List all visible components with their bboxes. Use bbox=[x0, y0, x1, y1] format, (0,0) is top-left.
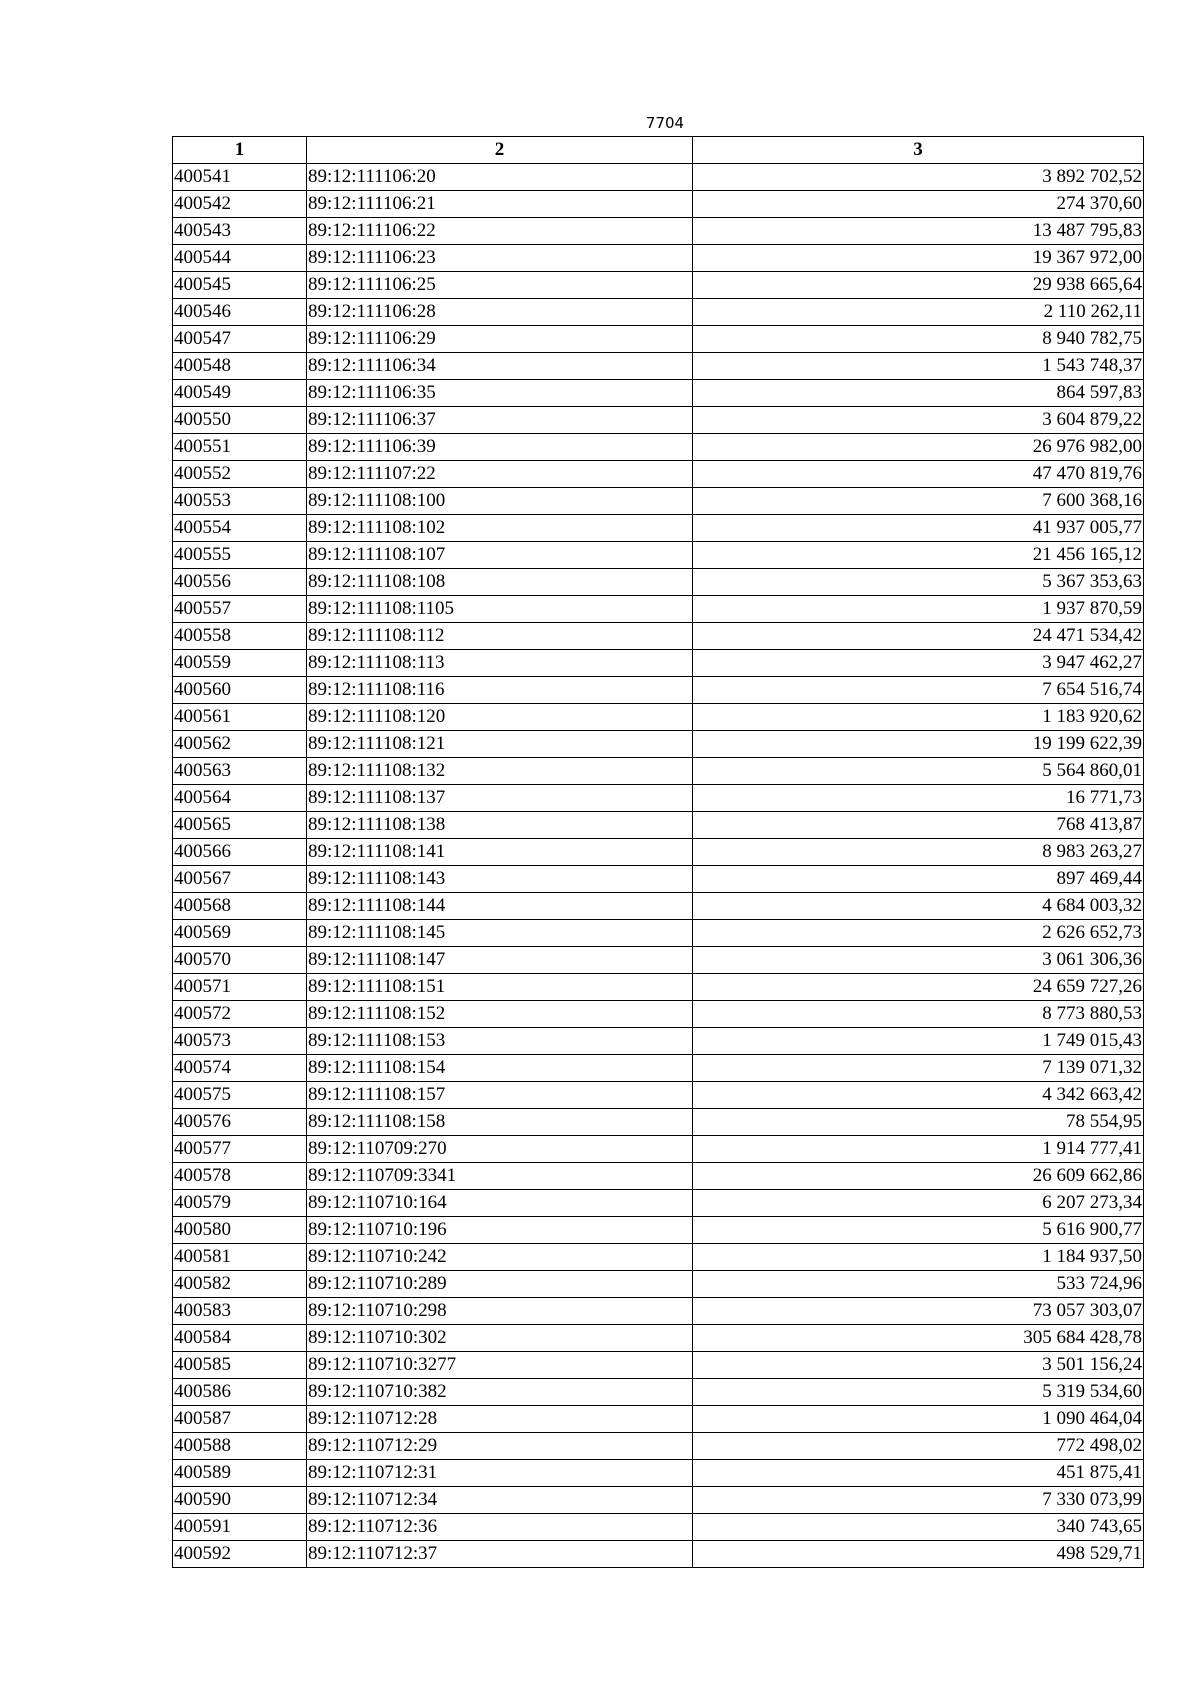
value-cell: 768 413,87 bbox=[693, 812, 1144, 839]
table-row bbox=[173, 866, 1144, 893]
value-cell: 1 543 748,37 bbox=[693, 353, 1144, 380]
table-row bbox=[173, 380, 1144, 407]
row-number-cell: 400577 bbox=[173, 1136, 307, 1163]
table-row bbox=[173, 1028, 1144, 1055]
cadastral-number-cell: 89:12:111108:144 bbox=[307, 893, 693, 920]
value-cell: 5 367 353,63 bbox=[693, 569, 1144, 596]
table-row bbox=[173, 353, 1144, 380]
value-cell: 8 940 782,75 bbox=[693, 326, 1144, 353]
cadastral-number-cell: 89:12:111108:145 bbox=[307, 920, 693, 947]
value-cell: 13 487 795,83 bbox=[693, 218, 1144, 245]
cadastral-number-cell: 89:12:111106:22 bbox=[307, 218, 693, 245]
cadastral-number-cell: 89:12:110712:31 bbox=[307, 1460, 693, 1487]
cadastral-number-cell: 89:12:111108:108 bbox=[307, 569, 693, 596]
row-number-cell: 400556 bbox=[173, 569, 307, 596]
cadastral-number-cell: 89:12:111108:1105 bbox=[307, 596, 693, 623]
cadastral-number-cell: 89:12:110712:37 bbox=[307, 1541, 693, 1568]
row-number-cell: 400566 bbox=[173, 839, 307, 866]
table-row bbox=[173, 677, 1144, 704]
cadastral-number-cell: 89:12:111108:100 bbox=[307, 488, 693, 515]
cadastral-number-cell: 89:12:110710:3277 bbox=[307, 1352, 693, 1379]
value-cell: 6 207 273,34 bbox=[693, 1190, 1144, 1217]
cadastral-number-cell: 89:12:111108:107 bbox=[307, 542, 693, 569]
value-cell: 7 139 071,32 bbox=[693, 1055, 1144, 1082]
row-number-cell: 400550 bbox=[173, 407, 307, 434]
row-number-cell: 400580 bbox=[173, 1217, 307, 1244]
value-cell: 1 749 015,43 bbox=[693, 1028, 1144, 1055]
header-row bbox=[173, 137, 1144, 164]
cadastral-number-cell: 89:12:111108:152 bbox=[307, 1001, 693, 1028]
table-row bbox=[173, 326, 1144, 353]
row-number-cell: 400581 bbox=[173, 1244, 307, 1271]
cadastral-number-cell: 89:12:111107:22 bbox=[307, 461, 693, 488]
value-cell: 305 684 428,78 bbox=[693, 1325, 1144, 1352]
row-number-cell: 400552 bbox=[173, 461, 307, 488]
row-number-cell: 400570 bbox=[173, 947, 307, 974]
row-number-cell: 400567 bbox=[173, 866, 307, 893]
value-cell: 340 743,65 bbox=[693, 1514, 1144, 1541]
row-number-cell: 400563 bbox=[173, 758, 307, 785]
row-number-cell: 400564 bbox=[173, 785, 307, 812]
table-row bbox=[173, 1109, 1144, 1136]
value-cell: 772 498,02 bbox=[693, 1433, 1144, 1460]
cadastral-number-cell: 89:12:111108:112 bbox=[307, 623, 693, 650]
table-row bbox=[173, 1163, 1144, 1190]
table-body bbox=[173, 164, 1144, 1568]
cadastral-number-cell: 89:12:111106:37 bbox=[307, 407, 693, 434]
row-number-cell: 400574 bbox=[173, 1055, 307, 1082]
value-cell: 498 529,71 bbox=[693, 1541, 1144, 1568]
row-number-cell: 400546 bbox=[173, 299, 307, 326]
value-cell: 8 983 263,27 bbox=[693, 839, 1144, 866]
value-cell: 1 937 870,59 bbox=[693, 596, 1144, 623]
row-number-cell: 400573 bbox=[173, 1028, 307, 1055]
cadastral-number-cell: 89:12:111106:21 bbox=[307, 191, 693, 218]
table-row bbox=[173, 1082, 1144, 1109]
value-cell: 1 184 937,50 bbox=[693, 1244, 1144, 1271]
cadastral-number-cell: 89:12:111108:113 bbox=[307, 650, 693, 677]
value-cell: 2 626 652,73 bbox=[693, 920, 1144, 947]
row-number-cell: 400571 bbox=[173, 974, 307, 1001]
value-cell: 3 604 879,22 bbox=[693, 407, 1144, 434]
value-cell: 41 937 005,77 bbox=[693, 515, 1144, 542]
value-cell: 47 470 819,76 bbox=[693, 461, 1144, 488]
cadastral-number-cell: 89:12:110712:36 bbox=[307, 1514, 693, 1541]
value-cell: 7 600 368,16 bbox=[693, 488, 1144, 515]
table-row bbox=[173, 488, 1144, 515]
cadastral-number-cell: 89:12:111106:35 bbox=[307, 380, 693, 407]
table-row bbox=[173, 542, 1144, 569]
cadastral-number-cell: 89:12:111108:116 bbox=[307, 677, 693, 704]
row-number-cell: 400554 bbox=[173, 515, 307, 542]
row-number-cell: 400586 bbox=[173, 1379, 307, 1406]
value-cell: 5 564 860,01 bbox=[693, 758, 1144, 785]
cadastral-number-cell: 89:12:111106:29 bbox=[307, 326, 693, 353]
value-cell: 4 684 003,32 bbox=[693, 893, 1144, 920]
cadastral-number-cell: 89:12:110710:289 bbox=[307, 1271, 693, 1298]
table-row bbox=[173, 191, 1144, 218]
value-cell: 2 110 262,11 bbox=[693, 299, 1144, 326]
row-number-cell: 400558 bbox=[173, 623, 307, 650]
table-row bbox=[173, 1379, 1144, 1406]
value-cell: 78 554,95 bbox=[693, 1109, 1144, 1136]
row-number-cell: 400553 bbox=[173, 488, 307, 515]
row-number-cell: 400569 bbox=[173, 920, 307, 947]
table-row bbox=[173, 731, 1144, 758]
value-cell: 19 199 622,39 bbox=[693, 731, 1144, 758]
table-row bbox=[173, 1514, 1144, 1541]
cadastral-number-cell: 89:12:111108:102 bbox=[307, 515, 693, 542]
table-row bbox=[173, 1217, 1144, 1244]
cadastral-number-cell: 89:12:110710:242 bbox=[307, 1244, 693, 1271]
table-row bbox=[173, 704, 1144, 731]
row-number-cell: 400559 bbox=[173, 650, 307, 677]
value-cell: 3 061 306,36 bbox=[693, 947, 1144, 974]
row-number-cell: 400543 bbox=[173, 218, 307, 245]
value-cell: 3 892 702,52 bbox=[693, 164, 1144, 191]
row-number-cell: 400576 bbox=[173, 1109, 307, 1136]
cadastral-number-cell: 89:12:110709:270 bbox=[307, 1136, 693, 1163]
table-row bbox=[173, 893, 1144, 920]
value-cell: 3 947 462,27 bbox=[693, 650, 1144, 677]
table-row bbox=[173, 218, 1144, 245]
value-cell: 7 654 516,74 bbox=[693, 677, 1144, 704]
value-cell: 5 616 900,77 bbox=[693, 1217, 1144, 1244]
row-number-cell: 400589 bbox=[173, 1460, 307, 1487]
table-row bbox=[173, 1271, 1144, 1298]
value-cell: 8 773 880,53 bbox=[693, 1001, 1144, 1028]
value-cell: 1 914 777,41 bbox=[693, 1136, 1144, 1163]
row-number-cell: 400575 bbox=[173, 1082, 307, 1109]
value-cell: 21 456 165,12 bbox=[693, 542, 1144, 569]
row-number-cell: 400545 bbox=[173, 272, 307, 299]
table-row bbox=[173, 461, 1144, 488]
cadastral-number-cell: 89:12:110710:196 bbox=[307, 1217, 693, 1244]
table-row bbox=[173, 785, 1144, 812]
table-row bbox=[173, 758, 1144, 785]
row-number-cell: 400590 bbox=[173, 1487, 307, 1514]
value-cell: 3 501 156,24 bbox=[693, 1352, 1144, 1379]
value-cell: 864 597,83 bbox=[693, 380, 1144, 407]
table-row bbox=[173, 650, 1144, 677]
row-number-cell: 400565 bbox=[173, 812, 307, 839]
row-number-cell: 400557 bbox=[173, 596, 307, 623]
value-cell: 7 330 073,99 bbox=[693, 1487, 1144, 1514]
table-row bbox=[173, 1298, 1144, 1325]
value-cell: 24 471 534,42 bbox=[693, 623, 1144, 650]
cadastral-number-cell: 89:12:111108:158 bbox=[307, 1109, 693, 1136]
value-cell: 1 090 464,04 bbox=[693, 1406, 1144, 1433]
row-number-cell: 400572 bbox=[173, 1001, 307, 1028]
cadastral-number-cell: 89:12:110709:3341 bbox=[307, 1163, 693, 1190]
row-number-cell: 400578 bbox=[173, 1163, 307, 1190]
cadastral-number-cell: 89:12:111108:121 bbox=[307, 731, 693, 758]
table-row bbox=[173, 812, 1144, 839]
value-cell: 26 976 982,00 bbox=[693, 434, 1144, 461]
table-row bbox=[173, 920, 1144, 947]
cadastral-number-cell: 89:12:110710:298 bbox=[307, 1298, 693, 1325]
value-cell: 451 875,41 bbox=[693, 1460, 1144, 1487]
cadastral-number-cell: 89:12:111108:143 bbox=[307, 866, 693, 893]
row-number-cell: 400584 bbox=[173, 1325, 307, 1352]
value-cell: 73 057 303,07 bbox=[693, 1298, 1144, 1325]
cadastral-number-cell: 89:12:111106:39 bbox=[307, 434, 693, 461]
table-row bbox=[173, 1487, 1144, 1514]
column-header-1: 1 bbox=[173, 137, 307, 164]
row-number-cell: 400542 bbox=[173, 191, 307, 218]
table-row bbox=[173, 434, 1144, 461]
row-number-cell: 400585 bbox=[173, 1352, 307, 1379]
cadastral-number-cell: 89:12:111108:157 bbox=[307, 1082, 693, 1109]
table-row bbox=[173, 1001, 1144, 1028]
table-row bbox=[173, 1406, 1144, 1433]
cadastral-number-cell: 89:12:110712:28 bbox=[307, 1406, 693, 1433]
row-number-cell: 400562 bbox=[173, 731, 307, 758]
cadastral-number-cell: 89:12:111108:154 bbox=[307, 1055, 693, 1082]
value-cell: 26 609 662,86 bbox=[693, 1163, 1144, 1190]
cadastral-number-cell: 89:12:111108:138 bbox=[307, 812, 693, 839]
table-row bbox=[173, 1352, 1144, 1379]
row-number-cell: 400579 bbox=[173, 1190, 307, 1217]
cadastral-number-cell: 89:12:111108:132 bbox=[307, 758, 693, 785]
row-number-cell: 400551 bbox=[173, 434, 307, 461]
table-row bbox=[173, 1136, 1144, 1163]
table-row bbox=[173, 974, 1144, 1001]
cadastral-number-cell: 89:12:111106:23 bbox=[307, 245, 693, 272]
table-row bbox=[173, 1433, 1144, 1460]
table-header bbox=[173, 137, 1144, 164]
table-row bbox=[173, 245, 1144, 272]
table-row bbox=[173, 1244, 1144, 1271]
row-number-cell: 400555 bbox=[173, 542, 307, 569]
cadastral-number-cell: 89:12:111108:120 bbox=[307, 704, 693, 731]
table-row bbox=[173, 164, 1144, 191]
cadastral-number-cell: 89:12:111106:28 bbox=[307, 299, 693, 326]
row-number-cell: 400549 bbox=[173, 380, 307, 407]
table-row bbox=[173, 947, 1144, 974]
row-number-cell: 400560 bbox=[173, 677, 307, 704]
table-row bbox=[173, 1541, 1144, 1568]
row-number-cell: 400547 bbox=[173, 326, 307, 353]
cadastral-number-cell: 89:12:111108:153 bbox=[307, 1028, 693, 1055]
row-number-cell: 400544 bbox=[173, 245, 307, 272]
row-number-cell: 400541 bbox=[173, 164, 307, 191]
table-row bbox=[173, 1190, 1144, 1217]
column-header-2: 2 bbox=[307, 137, 693, 164]
table-row bbox=[173, 272, 1144, 299]
cadastral-number-cell: 89:12:110710:382 bbox=[307, 1379, 693, 1406]
row-number-cell: 400592 bbox=[173, 1541, 307, 1568]
table-row bbox=[173, 1460, 1144, 1487]
row-number-cell: 400561 bbox=[173, 704, 307, 731]
column-header-3: 3 bbox=[693, 137, 1144, 164]
value-cell: 5 319 534,60 bbox=[693, 1379, 1144, 1406]
row-number-cell: 400591 bbox=[173, 1514, 307, 1541]
cadastral-number-cell: 89:12:110712:34 bbox=[307, 1487, 693, 1514]
row-number-cell: 400587 bbox=[173, 1406, 307, 1433]
row-number-cell: 400588 bbox=[173, 1433, 307, 1460]
row-number-cell: 400583 bbox=[173, 1298, 307, 1325]
table-row bbox=[173, 623, 1144, 650]
cadastral-number-cell: 89:12:110712:29 bbox=[307, 1433, 693, 1460]
row-number-cell: 400582 bbox=[173, 1271, 307, 1298]
value-cell: 24 659 727,26 bbox=[693, 974, 1144, 1001]
table-row bbox=[173, 299, 1144, 326]
table-row bbox=[173, 1055, 1144, 1082]
cadastral-number-cell: 89:12:111108:151 bbox=[307, 974, 693, 1001]
page-number: 7704 bbox=[645, 114, 685, 132]
value-cell: 274 370,60 bbox=[693, 191, 1144, 218]
table-row bbox=[173, 569, 1144, 596]
cadastral-number-cell: 89:12:111106:25 bbox=[307, 272, 693, 299]
value-cell: 533 724,96 bbox=[693, 1271, 1144, 1298]
table-row bbox=[173, 596, 1144, 623]
row-number-cell: 400568 bbox=[173, 893, 307, 920]
table-row bbox=[173, 407, 1144, 434]
cadastral-number-cell: 89:12:111108:137 bbox=[307, 785, 693, 812]
cadastral-number-cell: 89:12:111108:141 bbox=[307, 839, 693, 866]
value-cell: 897 469,44 bbox=[693, 866, 1144, 893]
cadastral-number-cell: 89:12:110710:302 bbox=[307, 1325, 693, 1352]
value-cell: 4 342 663,42 bbox=[693, 1082, 1144, 1109]
cadastral-number-cell: 89:12:111106:34 bbox=[307, 353, 693, 380]
cadastral-number-cell: 89:12:111108:147 bbox=[307, 947, 693, 974]
table-row bbox=[173, 1325, 1144, 1352]
value-cell: 1 183 920,62 bbox=[693, 704, 1144, 731]
table-row bbox=[173, 515, 1144, 542]
cadastral-number-cell: 89:12:111106:20 bbox=[307, 164, 693, 191]
registry-table bbox=[172, 136, 1144, 1568]
row-number-cell: 400548 bbox=[173, 353, 307, 380]
cadastral-number-cell: 89:12:110710:164 bbox=[307, 1190, 693, 1217]
table-row bbox=[173, 839, 1144, 866]
value-cell: 29 938 665,64 bbox=[693, 272, 1144, 299]
value-cell: 16 771,73 bbox=[693, 785, 1144, 812]
value-cell: 19 367 972,00 bbox=[693, 245, 1144, 272]
